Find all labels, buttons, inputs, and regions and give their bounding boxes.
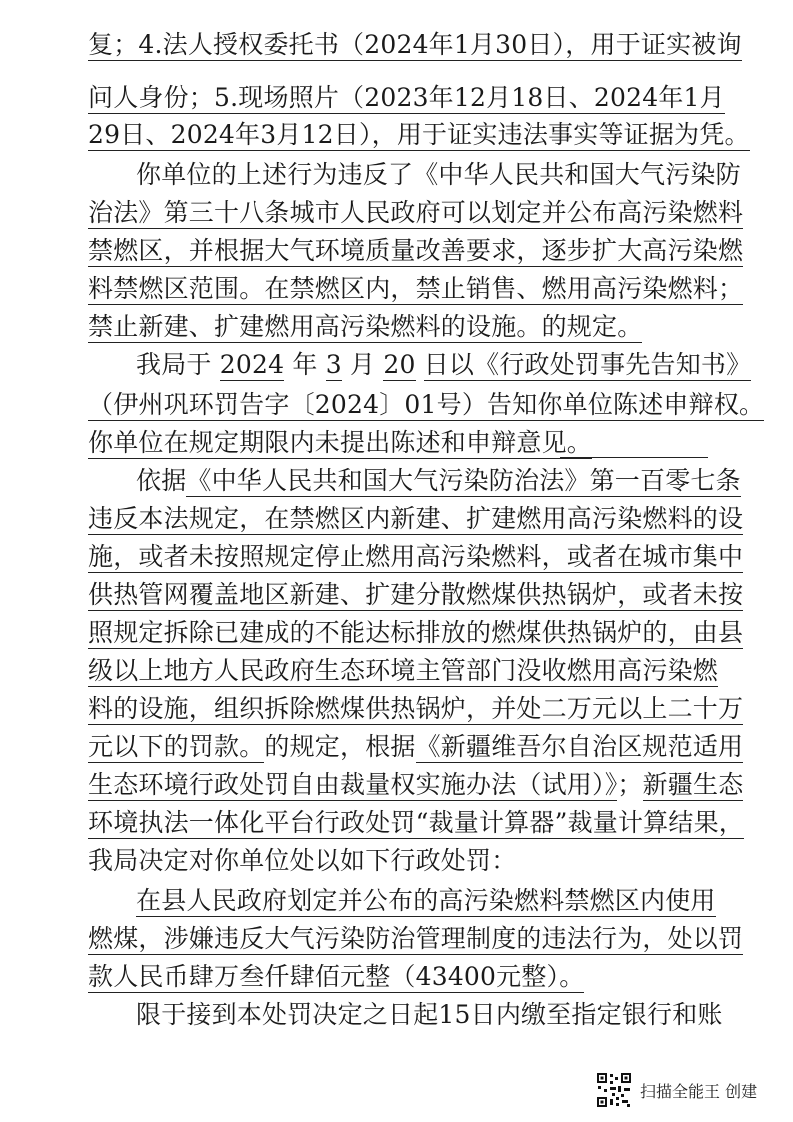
text-line: 禁燃区，并根据大气环境质量改善要求，逐步扩大高污染燃 xyxy=(88,236,744,265)
text-line: 供热管网覆盖地区新建、扩建分散燃煤供热锅炉，或者未按 xyxy=(88,580,744,609)
text-line: 生态环境行政处罚自由裁量权实施办法（试用）》；新疆生态 xyxy=(88,770,744,799)
text-line: 燃煤，涉嫌违反大气污染防治管理制度的违法行为，处以罚 xyxy=(88,924,744,953)
watermark-text: 扫描全能王 创建 xyxy=(640,1081,758,1101)
text-line: 照规定拆除已建成的不能达标排放的燃煤供热锅炉的，由县 xyxy=(88,618,744,647)
text-line: 你单位在规定期限内未提出陈述和申辩意见。 xyxy=(88,428,593,457)
text-line: 我局决定对你单位处以如下行政处罚： xyxy=(88,846,517,875)
text-line: 料的设施，组织拆除燃煤供热锅炉，并处二万元以上二十万 xyxy=(88,694,744,723)
text-line: 元以下的罚款。的规定，根据《新疆维吾尔自治区规范适用 xyxy=(88,732,744,761)
text-line: 你单位的上述行为违反了《中华人民共和国大气污染防 xyxy=(136,160,741,189)
text-line: 禁止新建、扩建燃用高污染燃料的设施。的规定。 xyxy=(88,312,643,341)
text-line: 环境执法一体化平台行政处罚“裁量计算器”裁量计算结果， xyxy=(88,808,744,837)
text-line: 级以上地方人民政府生态环境主管部门没收燃用高污染燃 xyxy=(88,656,719,685)
text-line: 治法》第三十八条城市人民政府可以划定并公布高污染燃料 xyxy=(88,198,744,227)
text-line: 在县人民政府划定并公布的高污染燃料禁燃区内使用 xyxy=(136,886,716,915)
qr-code-icon xyxy=(596,1072,632,1108)
text-line: 违反本法规定，在禁燃区内新建、扩建燃用高污染燃料的设 xyxy=(88,504,744,533)
text-line: 复；4.法人授权委托书（2024年1月30日），用于证实被询 xyxy=(88,30,742,59)
text-line: 款人民币肆万叁仟肆佰元整（43400元整）。 xyxy=(88,962,585,991)
underline-fill xyxy=(560,457,708,458)
text-line: （伊州巩环罚告字〔2024〕01号）告知你单位陈述申辩权。 xyxy=(88,390,765,419)
text-line: 限于接到本处罚决定之日起15日内缴至指定银行和账 xyxy=(136,1000,723,1029)
text-line: 依据《中华人民共和国大气污染防治法》第一百零七条 xyxy=(136,466,741,495)
scanner-watermark xyxy=(596,1070,757,1110)
text-line: 施，或者未按照规定停止燃用高污染燃料，或者在城市集中 xyxy=(88,542,744,571)
text-line: 29日、2024年3月12日），用于证实违法事实等证据为凭。 xyxy=(88,120,750,149)
text-line: 料禁燃区范围。在禁燃区内，禁止销售、燃用高污染燃料； xyxy=(88,274,744,303)
text-line: 问人身份；5.现场照片（2023年12月18日、2024年1月 xyxy=(88,83,725,112)
text-line: 我局于 2024 年 3 月 20 日以《行政处罚事先告知书》 xyxy=(136,350,752,379)
